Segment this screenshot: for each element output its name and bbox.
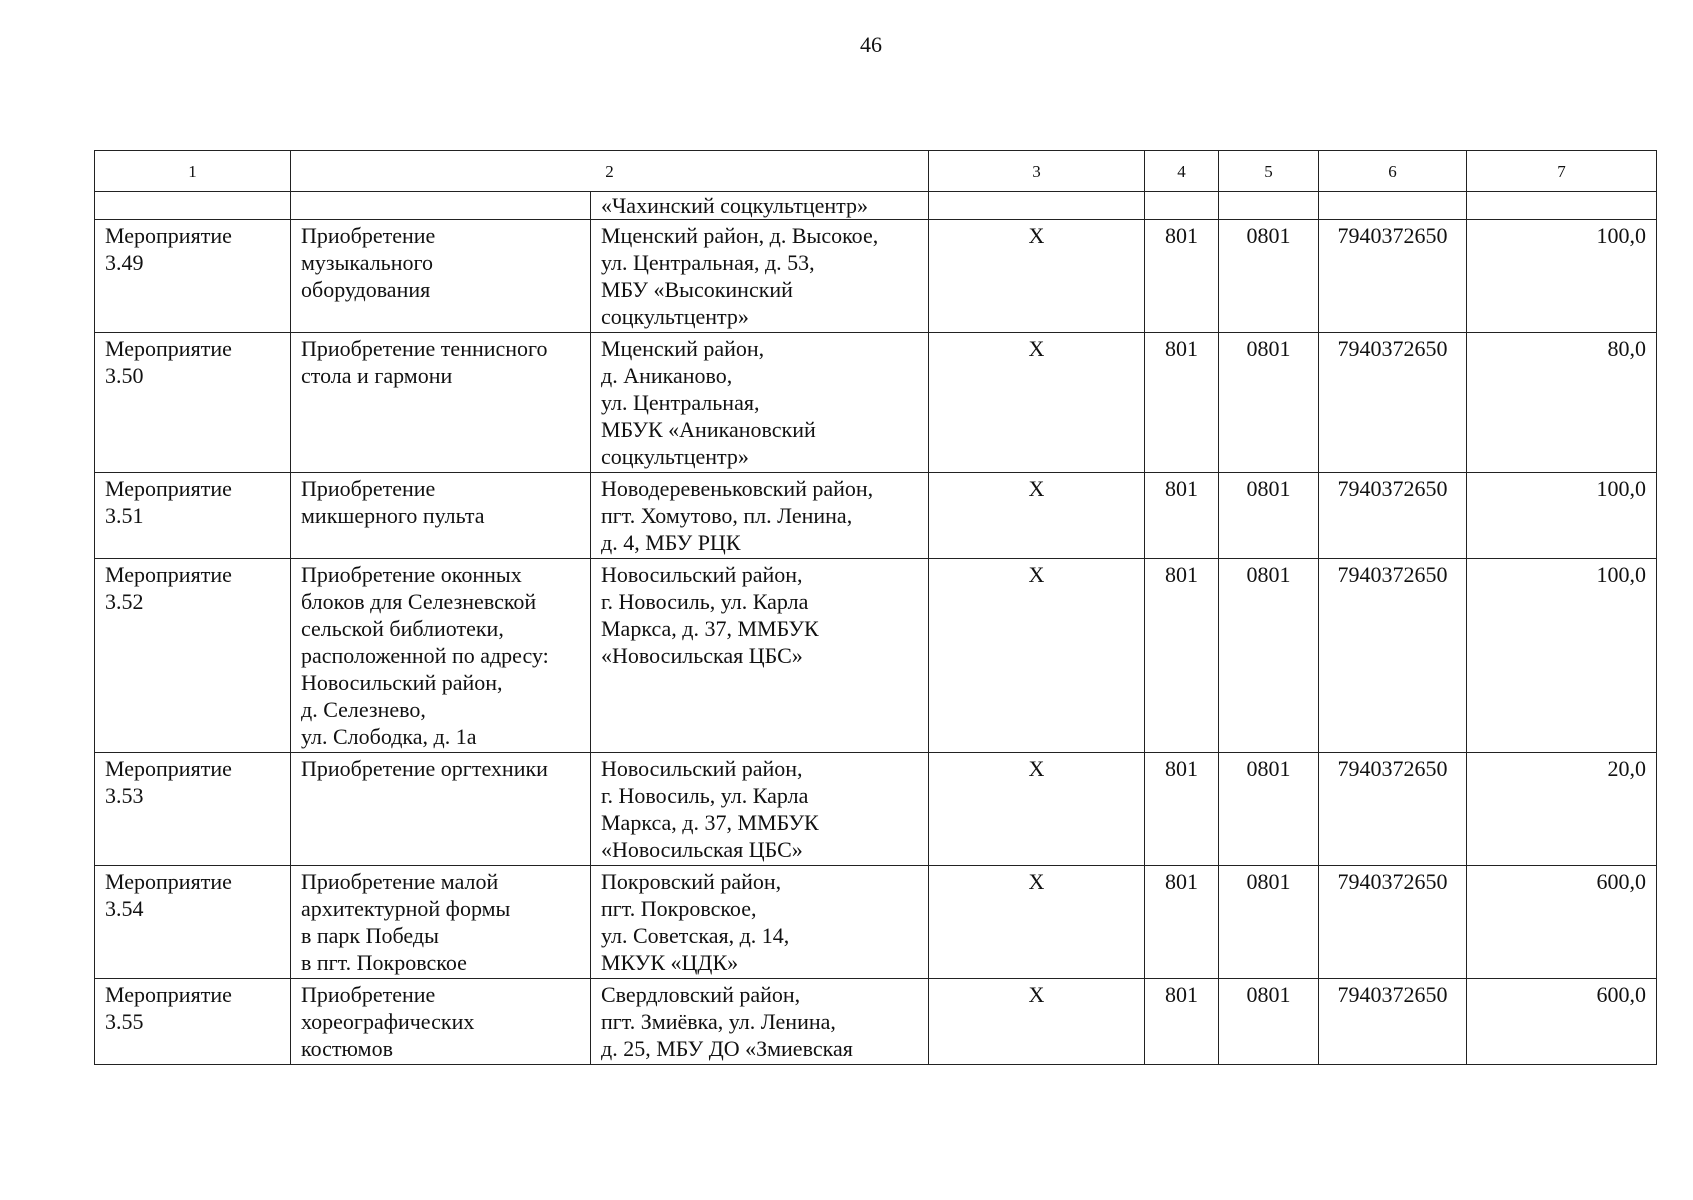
table-row <box>95 333 1657 473</box>
address-cell: Новодеревеньковский район, пгт. Хомутово, пл. Ленина, д. 4, МБУ РЦК <box>591 473 929 559</box>
col5-cell: 0801 <box>1219 979 1319 1065</box>
col4-cell: 801 <box>1145 473 1219 559</box>
page-number: 46 <box>860 32 882 57</box>
col6-cell: 7940372650 <box>1319 979 1467 1065</box>
header-cell-7: 7 <box>1467 151 1657 192</box>
event-cell: Мероприятие 3.54 <box>95 866 291 979</box>
col3-cell: Х <box>929 559 1145 753</box>
col4-cell: 801 <box>1145 333 1219 473</box>
col6-cell: 7940372650 <box>1319 220 1467 333</box>
event-cell: Мероприятие 3.52 <box>95 559 291 753</box>
col3-cell: Х <box>929 753 1145 866</box>
col5-cell: 0801 <box>1219 866 1319 979</box>
col4-cell: 801 <box>1145 753 1219 866</box>
table-row <box>95 866 1657 979</box>
address-cell: Мценский район, д. Высокое, ул. Центральная, д. 53, МБУ «Высокинский соцкультцентр» <box>591 220 929 333</box>
table-body <box>95 151 1657 1065</box>
header-row <box>95 151 1657 192</box>
continuation-col5-cell <box>1219 192 1319 220</box>
col6-cell: 7940372650 <box>1319 473 1467 559</box>
continuation-col4-cell <box>1145 192 1219 220</box>
description-cell: Приобретение оргтехники <box>291 753 591 866</box>
continuation-address-cell: «Чахинский соцкультцентр» <box>591 192 929 220</box>
col7-cell: 100,0 <box>1467 473 1657 559</box>
address-cell: Свердловский район, пгт. Змиёвка, ул. Ленина, д. 25, МБУ ДО «Змиевская <box>591 979 929 1065</box>
continuation-event-cell <box>95 192 291 220</box>
col5-cell: 0801 <box>1219 559 1319 753</box>
col4-cell: 801 <box>1145 979 1219 1065</box>
col3-cell: Х <box>929 473 1145 559</box>
col3-cell: Х <box>929 220 1145 333</box>
continuation-row <box>95 192 1657 220</box>
col6-cell: 7940372650 <box>1319 753 1467 866</box>
header-cell-6: 6 <box>1319 151 1467 192</box>
event-cell: Мероприятие 3.50 <box>95 333 291 473</box>
header-cell-2: 2 <box>291 151 929 192</box>
address-cell: Мценский район, д. Аниканово, ул. Центральная, МБУК «Аникановский соцкультцентр» <box>591 333 929 473</box>
continuation-col6-cell <box>1319 192 1467 220</box>
col7-cell: 600,0 <box>1467 979 1657 1065</box>
event-cell: Мероприятие 3.49 <box>95 220 291 333</box>
continuation-col3-cell <box>929 192 1145 220</box>
event-cell: Мероприятие 3.51 <box>95 473 291 559</box>
table-row <box>95 220 1657 333</box>
header-cell-1: 1 <box>95 151 291 192</box>
col4-cell: 801 <box>1145 220 1219 333</box>
event-cell: Мероприятие 3.55 <box>95 979 291 1065</box>
col7-cell: 100,0 <box>1467 220 1657 333</box>
table-row <box>95 559 1657 753</box>
address-cell: Покровский район, пгт. Покровское, ул. Советская, д. 14, МКУК «ЦДК» <box>591 866 929 979</box>
col5-cell: 0801 <box>1219 333 1319 473</box>
col5-cell: 0801 <box>1219 220 1319 333</box>
col5-cell: 0801 <box>1219 473 1319 559</box>
col7-cell: 100,0 <box>1467 559 1657 753</box>
col6-cell: 7940372650 <box>1319 559 1467 753</box>
col4-cell: 801 <box>1145 866 1219 979</box>
address-cell: Новосильский район, г. Новосиль, ул. Карла Маркса, д. 37, ММБУК «Новосильская ЦБС» <box>591 753 929 866</box>
header-cell-4: 4 <box>1145 151 1219 192</box>
header-cell-5: 5 <box>1219 151 1319 192</box>
description-cell: Приобретение теннисного стола и гармони <box>291 333 591 473</box>
table-row <box>95 979 1657 1065</box>
description-cell: Приобретение хореографических костюмов <box>291 979 591 1065</box>
table-row <box>95 753 1657 866</box>
col7-cell: 600,0 <box>1467 866 1657 979</box>
col5-cell: 0801 <box>1219 753 1319 866</box>
description-cell: Приобретение оконных блоков для Селезневской сельской библиотеки, расположенной по адресу: Новосильский район, д. Селезнево, ул. Слободка, д. 1а <box>291 559 591 753</box>
table-row <box>95 473 1657 559</box>
description-cell: Приобретение музыкального оборудования <box>291 220 591 333</box>
col7-cell: 80,0 <box>1467 333 1657 473</box>
header-cell-3: 3 <box>929 151 1145 192</box>
event-cell: Мероприятие 3.53 <box>95 753 291 866</box>
col7-cell: 20,0 <box>1467 753 1657 866</box>
description-cell: Приобретение малой архитектурной формы в парк Победы в пгт. Покровское <box>291 866 591 979</box>
col4-cell: 801 <box>1145 559 1219 753</box>
col6-cell: 7940372650 <box>1319 333 1467 473</box>
continuation-col7-cell <box>1467 192 1657 220</box>
col3-cell: Х <box>929 866 1145 979</box>
budget-table <box>94 150 1657 1065</box>
continuation-description-cell <box>291 192 591 220</box>
col3-cell: Х <box>929 333 1145 473</box>
col3-cell: Х <box>929 979 1145 1065</box>
address-cell: Новосильский район, г. Новосиль, ул. Карла Маркса, д. 37, ММБУК «Новосильская ЦБС» <box>591 559 929 753</box>
description-cell: Приобретение микшерного пульта <box>291 473 591 559</box>
col6-cell: 7940372650 <box>1319 866 1467 979</box>
